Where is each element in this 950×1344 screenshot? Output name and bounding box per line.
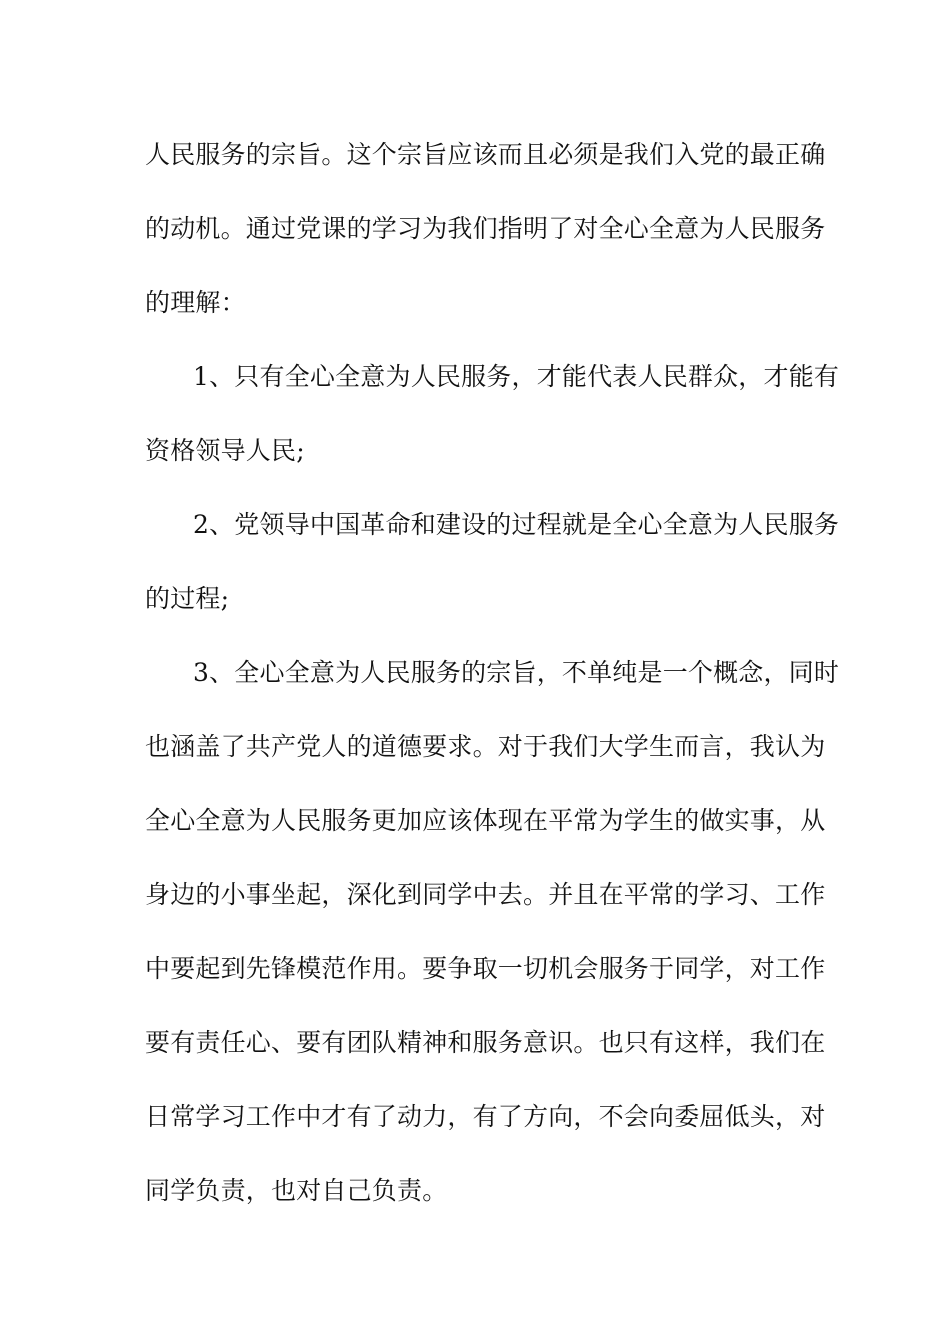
text-line: 的理解： (145, 288, 246, 317)
list-item-1-line: 1、只有全心全意为人民服务，才能代表人民群众，才能有 (193, 362, 840, 391)
list-item-3-line: 3、全心全意为人民服务的宗旨，不单纯是一个概念，同时 (193, 658, 840, 687)
text-line: 的过程; (145, 584, 230, 613)
text-line: 的动机。通过党课的学习为我们指明了对全心全意为人民服务 (145, 214, 826, 243)
text-line: 全心全意为人民服务更加应该体现在平常为学生的做实事，从 (145, 806, 826, 835)
text-line: 日常学习工作中才有了动力，有了方向，不会向委屈低头，对 (145, 1102, 826, 1131)
text-line: 人民服务的宗旨。这个宗旨应该而且必须是我们入党的最正确 (145, 140, 826, 169)
text-line: 也涵盖了共产党人的道德要求。对于我们大学生而言，我认为 (145, 732, 826, 761)
list-item-2-line: 2、党领导中国革命和建设的过程就是全心全意为人民服务 (193, 510, 840, 539)
text-line: 同学负责，也对自己负责。 (145, 1176, 448, 1205)
text-line: 资格领导人民; (145, 436, 305, 465)
text-line: 要有责任心、要有团队精神和服务意识。也只有这样，我们在 (145, 1028, 826, 1057)
text-line: 中要起到先锋模范作用。要争取一切机会服务于同学，对工作 (145, 954, 826, 983)
text-line: 身边的小事坐起，深化到同学中去。并且在平常的学习、工作 (145, 880, 826, 909)
